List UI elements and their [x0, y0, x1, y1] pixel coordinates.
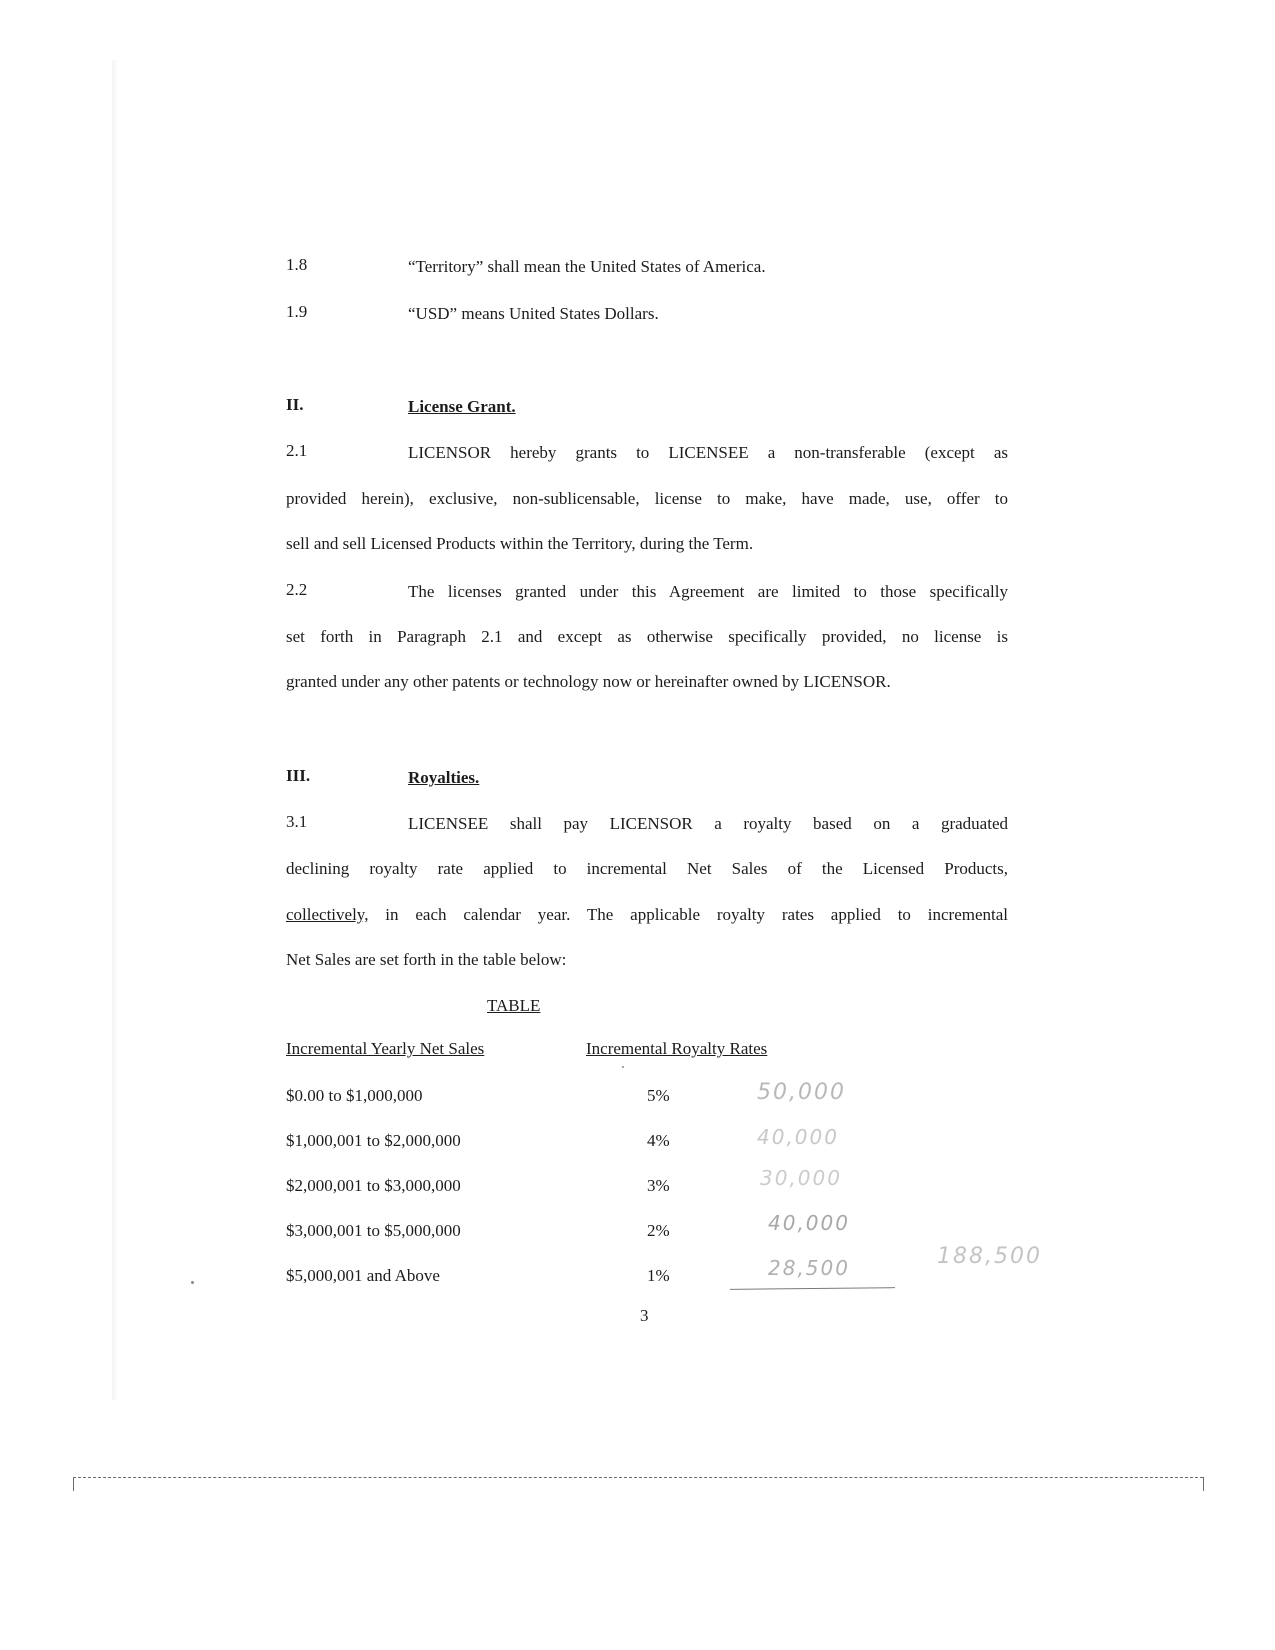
scan-speck [191, 1281, 194, 1284]
clause-2-1-line-1: LICENSOR hereby grants to LICENSEE a non-transferable (except as [408, 443, 1008, 462]
clause-2-2-line-3: granted under any other patents or technology now or hereinafter owned by LICENSOR. [286, 672, 891, 691]
clause-text-1-9: “USD” means United States Dollars. [408, 304, 659, 323]
clause-2-1-line-3: sell and sell Licensed Products within the Territory, during the Term. [286, 534, 754, 553]
underlined-word: collectively, [286, 905, 369, 924]
section-3-title: Royalties. [408, 768, 480, 787]
royalty-rate: 1% [647, 1266, 670, 1285]
section-2-number: II. [286, 395, 304, 414]
clause-2-1-cont [286, 489, 1008, 511]
handwritten-amount: 28,500 [768, 1256, 850, 1280]
clause-2-2-line-1: The licenses granted under this Agreement are limited to those specifically [408, 582, 1008, 601]
clause-2-1 [286, 443, 1008, 465]
scan-speck [622, 1066, 624, 1068]
clause-3-1-line-3 [286, 905, 1008, 927]
section-2-title: License Grant. [408, 397, 516, 416]
royalty-rate: 2% [647, 1221, 670, 1240]
clause-number-1-8: 1.8 [286, 255, 308, 274]
table-row [0, 1125, 1275, 1161]
net-sales-range: $5,000,001 and Above [286, 1266, 440, 1285]
handwritten-total: 188,500 [937, 1244, 1042, 1269]
clause-3-1 [286, 814, 1008, 836]
footer-tick-right [1203, 1477, 1204, 1491]
footer-rule [73, 1477, 1203, 1478]
handwritten-amount: 40,000 [768, 1211, 850, 1235]
handwritten-amount: 30,000 [760, 1166, 842, 1190]
net-sales-range: $2,000,001 to $3,000,000 [286, 1176, 461, 1195]
clause-text-1-8: “Territory” shall mean the United States of America. [408, 257, 766, 276]
column-header-net-sales: Incremental Yearly Net Sales [286, 1039, 485, 1058]
handwritten-amount: 50,000 [757, 1080, 846, 1105]
clause-2-1-line-2: provided herein), exclusive, non-sublicensable, license to make, have made, use, offer to [286, 489, 1008, 508]
handwritten-amount: 40,000 [757, 1125, 839, 1149]
clause-number-3-1: 3.1 [286, 812, 308, 831]
clause-2-2-cont [286, 627, 1008, 649]
clause-3-1-line-4: Net Sales are set forth in the table below: [286, 950, 567, 969]
clause-3-1-line-1: LICENSEE shall pay LICENSOR a royalty based on a graduated [408, 814, 1008, 833]
table-row [0, 1211, 1275, 1251]
clause-3-1-line-3-rest: in each calendar year. The applicable royalty rates applied to incremental [368, 905, 1008, 924]
net-sales-range: $0.00 to $1,000,000 [286, 1086, 423, 1105]
clause-number-2-1: 2.1 [286, 441, 308, 460]
clause-3-1-cont-2 [286, 905, 1008, 927]
clause-number-2-2: 2.2 [286, 580, 308, 599]
clause-number-1-9: 1.9 [286, 302, 308, 321]
clause-2-2 [286, 582, 1008, 604]
clause-3-1-line-2: declining royalty rate applied to incremental Net Sales of the Licensed Products, [286, 859, 1008, 878]
net-sales-range: $3,000,001 to $5,000,000 [286, 1221, 461, 1240]
clause-2-1-cont-2 [286, 534, 1008, 554]
page-number: 3 [640, 1306, 649, 1325]
section-3-number: III. [286, 766, 311, 785]
table-row [0, 1080, 1275, 1116]
royalty-rate: 5% [647, 1086, 670, 1105]
clause-3-1-cont [286, 859, 1008, 881]
royalty-rate: 3% [647, 1176, 670, 1195]
footer-tick-left [73, 1477, 74, 1491]
clause-2-2-line-2: set forth in Paragraph 2.1 and except as otherwise specifically provided, no license is [286, 627, 1008, 646]
clause-2-2-cont-2 [286, 672, 1008, 692]
table-title: TABLE [487, 996, 541, 1015]
net-sales-range: $1,000,001 to $2,000,000 [286, 1131, 461, 1150]
clause-3-1-cont-3 [286, 950, 1008, 970]
table-row [0, 1166, 1275, 1206]
column-header-royalty-rates: Incremental Royalty Rates [586, 1039, 768, 1058]
royalty-rate: 4% [647, 1131, 670, 1150]
